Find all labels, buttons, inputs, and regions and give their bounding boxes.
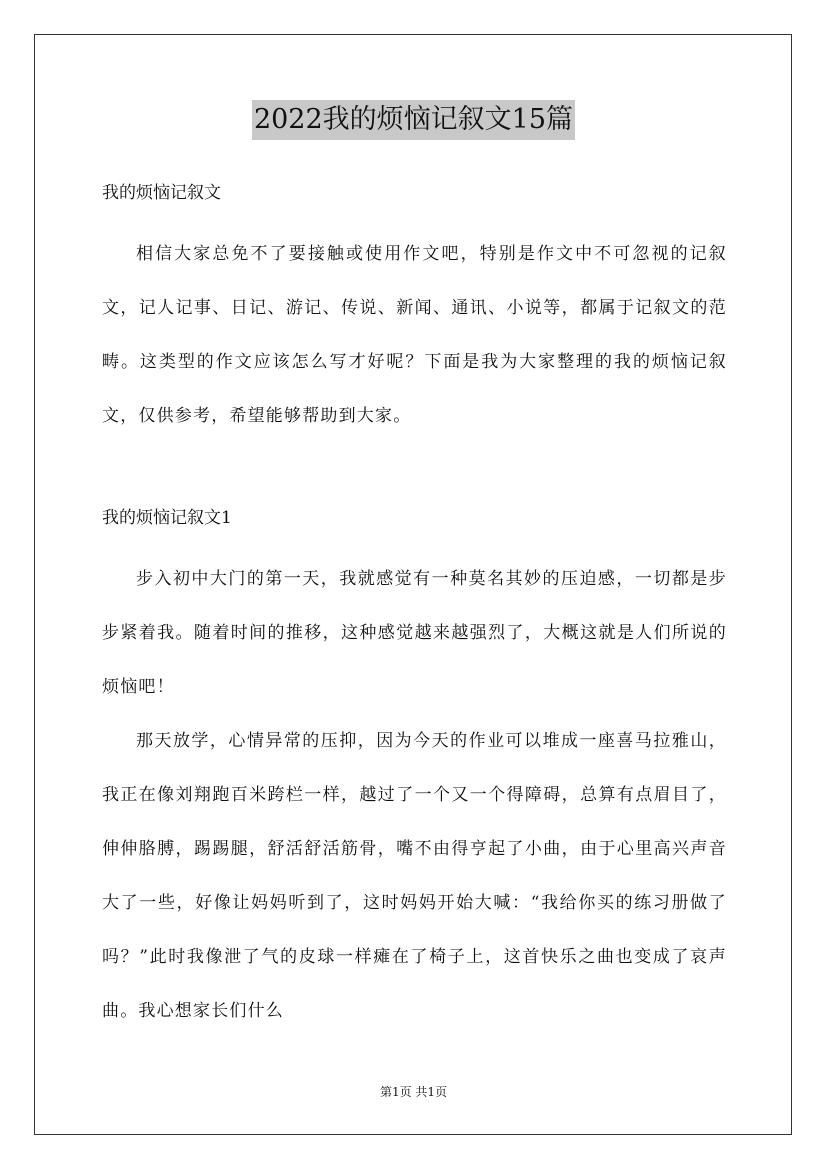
section-paragraph: 那天放学，心情异常的压抑，因为今天的作业可以堆成一座喜马拉雅山，我正在像刘翔跑百米跨栏一样，越过了一个又一个得障碍，总算有点眉目了，伸伸胳膊，踢踢腿，舒活舒活筋骨，嘴不由得亨起了小曲，由于心里高兴声音大了一些，好像让妈妈听到了，这时妈妈开始大喊：“我给你买的练习册做了吗？”此时我像泄了气的皮球一样瘫在了椅子上，这首快乐之曲也变成了哀声曲。我心想家长们什么 xyxy=(102,731,727,1021)
section-paragraph: 步入初中大门的第一天，我就感觉有一种莫名其妙的压迫感，一切都是步步紧着我。随着时间的推移，这种感觉越来越强烈了，大概这就是人们所说的烦恼吧！ xyxy=(102,569,727,697)
spacer xyxy=(102,538,727,552)
intro-heading: 我的烦恼记叙文 xyxy=(102,183,221,203)
intro-paragraph: 相信大家总免不了要接触或使用作文吧，特别是作文中不可忽视的记叙文，记人记事、日记、游记、传说、新闻、通讯、小说等，都属于记叙文的范畴。这类型的作文应该怎么写才好呢？下面是我为大家整理的我的烦恼记叙文，仅供参考，希望能够帮助到大家。 xyxy=(102,244,727,426)
document-body xyxy=(102,173,727,1038)
page-footer: 第1页 共1页 xyxy=(379,1085,448,1099)
title-container xyxy=(0,100,827,140)
spacer xyxy=(102,443,727,498)
spacer xyxy=(102,213,727,227)
document-title: 2022我的烦恼记叙文15篇 xyxy=(252,100,575,140)
section-heading: 我的烦恼记叙文1 xyxy=(102,508,232,528)
